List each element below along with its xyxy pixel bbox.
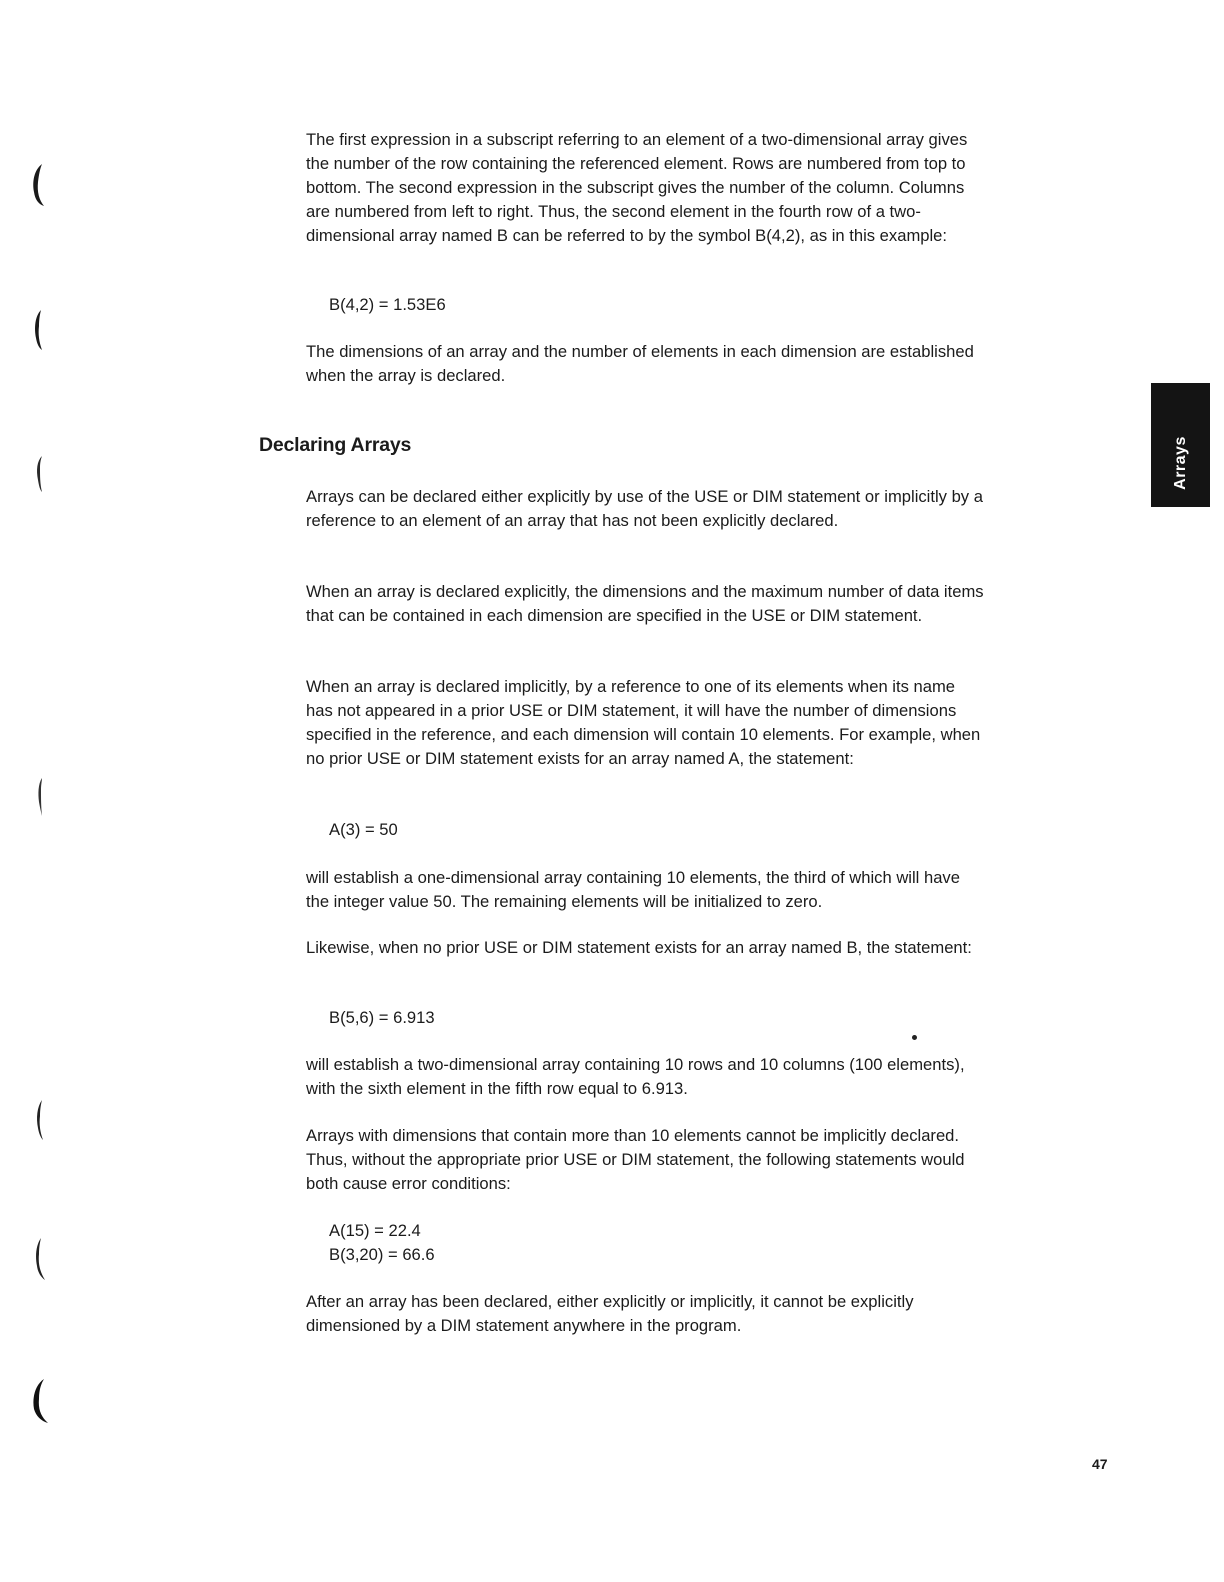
code-example: B(5,6) = 6.913 xyxy=(329,1008,435,1027)
body-paragraph: After an array has been declared, either explicitly or implicitly, it cannot be explicitly dimensioned by a DIM statement anywhere in the program. xyxy=(306,1292,914,1335)
code-example: A(3) = 50 xyxy=(329,820,398,839)
body-paragraph: will establish a two-dimensional array containing 10 rows and 10 columns (100 elements), with the sixth element in the fifth row equal to 6.913. xyxy=(306,1055,965,1098)
code-example: B(4,2) = 1.53E6 xyxy=(329,295,446,314)
section-tab xyxy=(1151,383,1210,507)
print-speck xyxy=(912,1035,917,1040)
body-paragraph: The first expression in a subscript referring to an element of a two-dimensional array gives the number of the row containing the referenced element. Rows are numbered from top to bottom. The second expression in the subscript gives the number of the column. Columns are numbered from left to right. Thus, the second element in the fourth row of a two-dimensional array named B can be referred to by the symbol B(4,2), as in this example: xyxy=(306,130,968,245)
binder-hole-mark xyxy=(28,1378,50,1424)
binder-hole-mark xyxy=(28,452,50,498)
body-paragraph: Likewise, when no prior USE or DIM statement exists for an array named B, the statement: xyxy=(306,938,972,957)
body-paragraph: The dimensions of an array and the number of elements in each dimension are established when the array is declared. xyxy=(306,342,974,385)
code-example: B(3,20) = 66.6 xyxy=(329,1245,435,1264)
binder-hole-mark xyxy=(28,162,50,208)
body-paragraph: Arrays with dimensions that contain more than 10 elements cannot be implicitly declared. Thus, without the appropriate prior USE or DIM statement, the following statements would both cause error conditions: xyxy=(306,1126,965,1193)
section-heading: Declaring Arrays xyxy=(259,434,412,456)
page-number: 47 xyxy=(1092,1456,1108,1472)
binder-hole-mark xyxy=(28,306,50,352)
code-example: A(15) = 22.4 xyxy=(329,1221,421,1240)
binder-hole-mark xyxy=(28,1098,50,1144)
body-paragraph: When an array is declared implicitly, by a reference to one of its elements when its name has not appeared in a prior USE or DIM statement, it will have the number of dimensions specified in the reference, and each dimension will contain 10 elements. For example, when no prior USE or DIM statement exists for an array named A, the statement: xyxy=(306,677,981,768)
body-paragraph: will establish a one-dimensional array containing 10 elements, the third of which will have the integer value 50. The remaining elements will be initialized to zero. xyxy=(306,868,960,911)
binder-hole-mark xyxy=(28,776,50,822)
body-paragraph: When an array is declared explicitly, the dimensions and the maximum number of data items that can be contained in each dimension are specified in the USE or DIM statement. xyxy=(306,582,984,625)
body-paragraph: Arrays can be declared either explicitly by use of the USE or DIM statement or implicitly by a reference to an element of an array that has not been explicitly declared. xyxy=(306,487,983,530)
section-tab-label: Arrays xyxy=(1171,436,1189,490)
binder-hole-mark xyxy=(28,1236,50,1282)
